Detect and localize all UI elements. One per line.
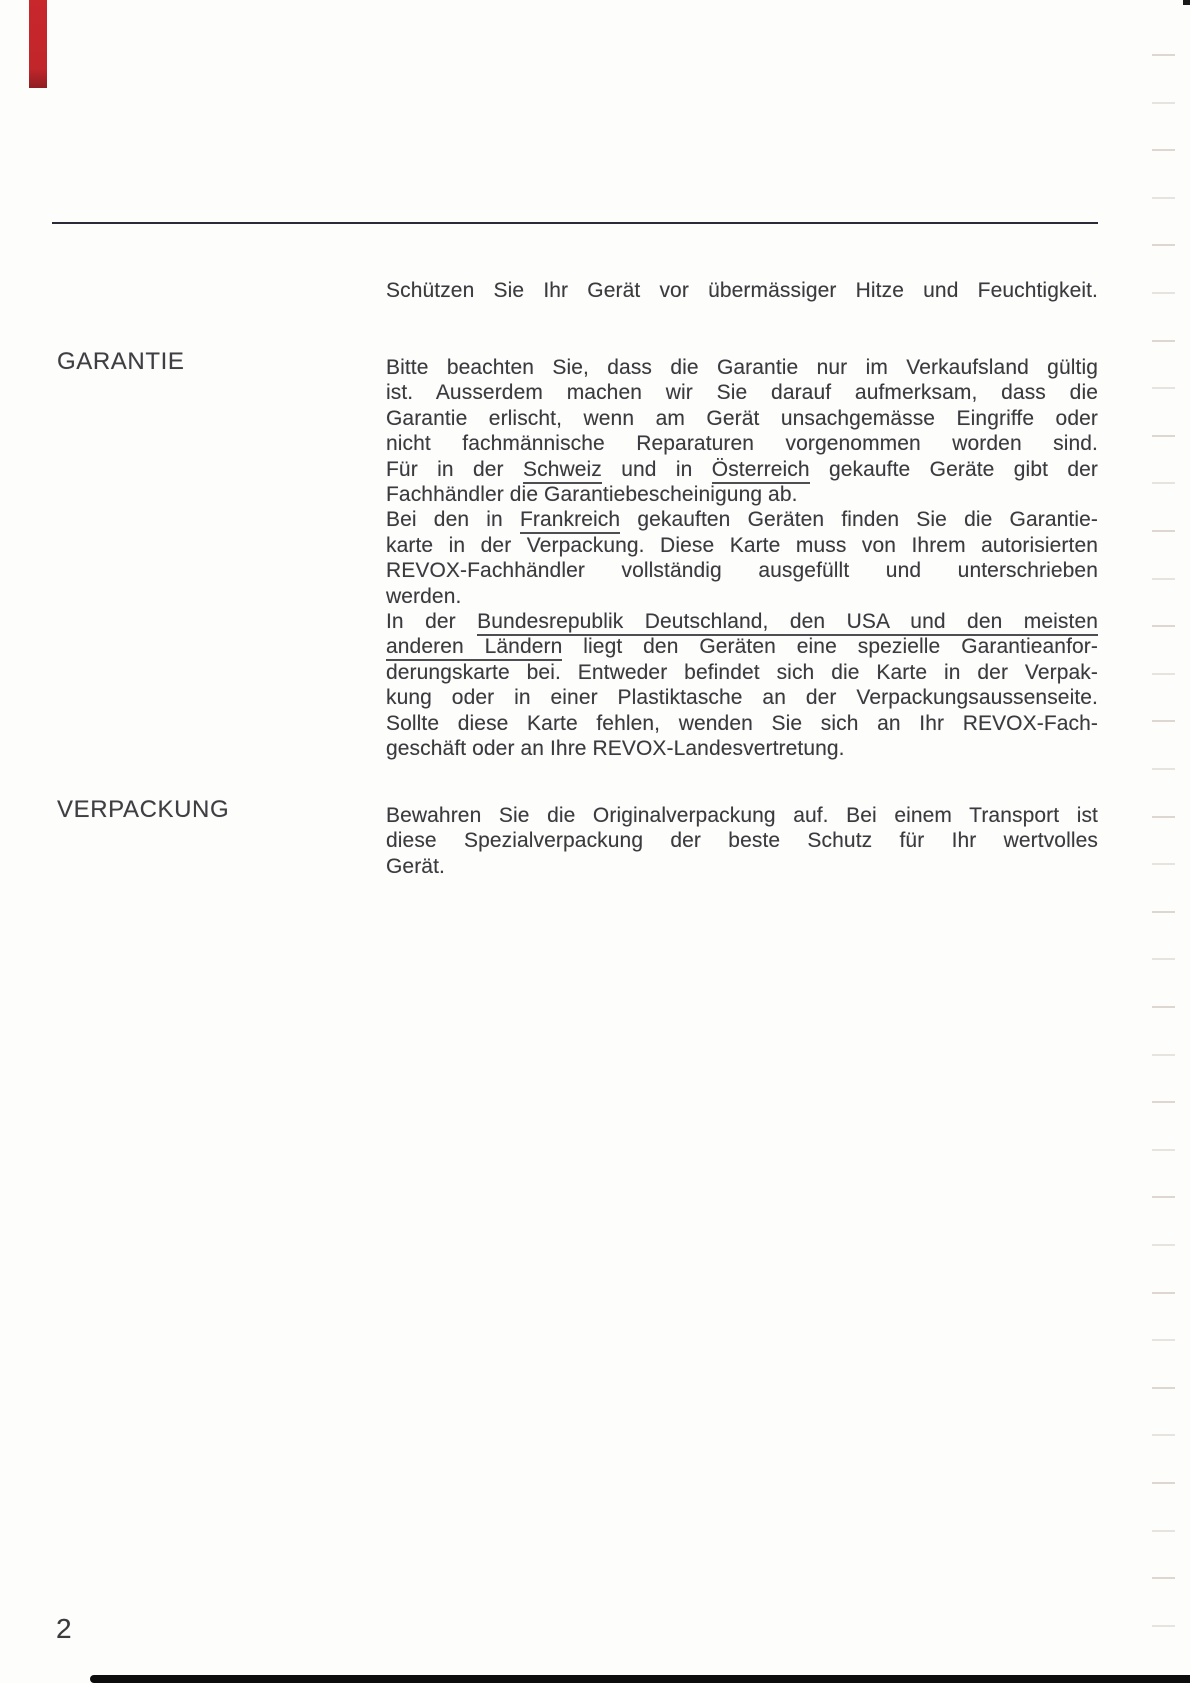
section-heading-verpackung: VERPACKUNG xyxy=(57,796,230,823)
registration-mark xyxy=(1152,578,1175,580)
text-line xyxy=(386,711,1098,736)
text-segment: Bewahren Sie die Originalverpackung auf. Bei einem Transport ist xyxy=(386,804,1098,827)
text-line xyxy=(386,355,1098,380)
text-line xyxy=(386,482,1098,507)
top-rule-divider xyxy=(52,222,1098,224)
registration-mark xyxy=(1152,482,1175,484)
text-segment: geschäft oder an Ihre REVOX-Landesvertretung. xyxy=(386,737,845,761)
registration-mark xyxy=(1152,1482,1175,1484)
text-segment: und in xyxy=(601,457,712,481)
intro-paragraph xyxy=(386,278,1098,303)
text-segment: kung oder in einer Plastiktasche an der Verpackungsaussenseite. xyxy=(386,686,1098,710)
text-segment: nicht fachmännische Reparaturen vorgenommen worden sind. xyxy=(386,432,1098,456)
text-line xyxy=(386,736,1098,761)
text-line xyxy=(386,634,1098,659)
registration-mark xyxy=(1152,625,1175,627)
registration-mark xyxy=(1152,54,1175,56)
text-line xyxy=(386,406,1098,431)
registration-mark xyxy=(1152,387,1175,389)
text-segment: Für in der xyxy=(386,457,523,481)
registration-mark xyxy=(1152,1387,1175,1389)
text-segment: gekauften Geräten finden Sie die Garantie- xyxy=(620,508,1098,532)
registration-mark xyxy=(1152,1625,1175,1627)
text-segment: karte in der Verpackung. Diese Karte muss von Ihrem autorisierten xyxy=(386,533,1098,557)
text-line xyxy=(386,828,1098,853)
section-heading-garantie: GARANTIE xyxy=(57,348,185,375)
text-line xyxy=(386,533,1098,558)
text-line xyxy=(386,609,1098,634)
registration-mark xyxy=(1152,244,1175,246)
text-segment: ist. Ausserdem machen wir Sie darauf aufmerksam, dass die xyxy=(386,381,1098,405)
text-line xyxy=(386,507,1098,532)
text-line xyxy=(386,558,1098,583)
registration-mark xyxy=(1152,530,1175,532)
registration-mark xyxy=(1152,768,1175,770)
registration-mark xyxy=(1152,958,1175,960)
text-segment: diese Spezialverpackung der beste Schutz für Ihr wertvolles xyxy=(386,829,1098,853)
registration-mark xyxy=(1152,102,1175,104)
registration-mark xyxy=(1152,863,1175,865)
text-line xyxy=(386,431,1098,456)
bottom-scan-bar xyxy=(90,1675,1190,1683)
text-segment: derungskarte bei. Entweder befindet sich die Karte in der Verpak- xyxy=(386,660,1098,684)
registration-mark xyxy=(1152,340,1175,342)
registration-mark xyxy=(1152,673,1175,675)
registration-mark xyxy=(1152,1434,1175,1436)
text-segment: Garantie erlischt, wenn am Gerät unsachgemässe Eingriffe oder xyxy=(386,406,1098,430)
underlined-text: Bundesrepublik Deutschland, den USA und den meisten xyxy=(477,610,1098,636)
text-line xyxy=(386,278,1098,303)
registration-mark xyxy=(1152,1196,1175,1198)
text-segment: gekaufte Geräte gibt der xyxy=(809,457,1099,481)
text-line xyxy=(386,685,1098,710)
page-number: 2 xyxy=(56,1613,72,1644)
text-segment: Fachhändler die Garantiebescheinigung ab. xyxy=(386,483,798,507)
registration-mark xyxy=(1152,1577,1175,1579)
text-segment: Bitte beachten Sie, dass die Garantie nur im Verkaufsland gültig xyxy=(386,356,1098,379)
text-line xyxy=(386,380,1098,405)
text-segment: Gerät. xyxy=(386,854,445,878)
text-line xyxy=(386,854,1098,879)
text-line xyxy=(386,803,1098,828)
underlined-text: Schweiz xyxy=(523,458,602,484)
corner-scan-mark xyxy=(1183,0,1190,5)
underlined-text: Österreich xyxy=(712,458,810,484)
registration-mark xyxy=(1152,911,1175,913)
registration-mark xyxy=(1152,1006,1175,1008)
garantie-paragraph xyxy=(386,355,1098,762)
text-line xyxy=(386,660,1098,685)
text-line xyxy=(386,584,1098,609)
registration-mark xyxy=(1152,435,1175,437)
verpackung-paragraph xyxy=(386,803,1098,879)
registration-mark xyxy=(1152,1292,1175,1294)
registration-mark xyxy=(1152,197,1175,199)
text-segment: REVOX-Fachhändler vollständig ausgefüllt und unterschrieben xyxy=(386,559,1098,583)
text-segment: Sollte diese Karte fehlen, wenden Sie sich an Ihr REVOX-Fach- xyxy=(386,711,1098,735)
red-scan-edge-mark xyxy=(29,0,47,88)
text-segment: In der xyxy=(386,610,478,634)
registration-mark xyxy=(1152,1244,1175,1246)
underlined-text: anderen Ländern xyxy=(386,635,562,661)
registration-mark xyxy=(1152,816,1175,818)
text-segment: Schützen Sie Ihr Gerät vor übermässiger Hitze und Feuchtigkeit. xyxy=(386,279,1098,302)
registration-mark xyxy=(1152,1101,1175,1103)
underlined-text: Frankreich xyxy=(520,508,620,534)
registration-mark xyxy=(1152,1149,1175,1151)
registration-mark xyxy=(1152,720,1175,722)
text-segment: werden. xyxy=(386,584,462,608)
registration-mark xyxy=(1152,1530,1175,1532)
text-segment: Bei den in xyxy=(386,508,520,532)
text-line xyxy=(386,457,1098,482)
text-segment: liegt den Geräten eine spezielle Garantieanfor- xyxy=(562,635,1098,659)
registration-mark xyxy=(1152,1339,1175,1341)
registration-mark xyxy=(1152,1054,1175,1056)
registration-mark xyxy=(1152,149,1175,151)
registration-mark xyxy=(1152,292,1175,294)
